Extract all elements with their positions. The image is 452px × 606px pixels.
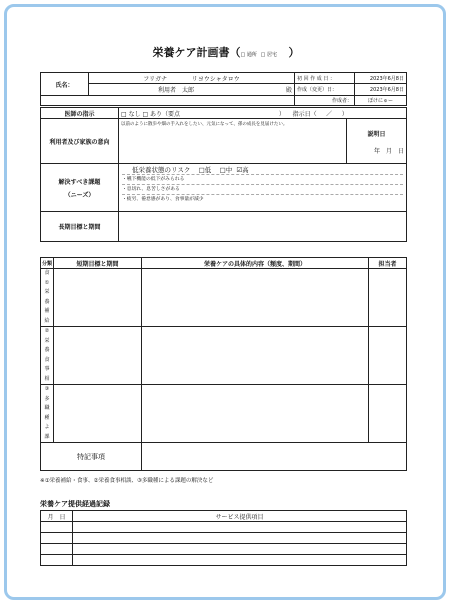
first-created-value: 2023年6月8日 [355,73,407,84]
honorific: 殿 [285,87,292,94]
changed-value: 2023年6月8日 [355,84,407,96]
group-3-char: 種 [44,414,50,421]
doctor-date-label: 指示日（ [292,110,317,118]
author-label: 作成者： [295,96,355,106]
record-service-cell[interactable] [73,522,407,533]
group-3-label [41,385,54,443]
doctor-row [119,108,407,119]
group-2-goal[interactable] [54,327,142,385]
group-3-person[interactable] [369,385,407,443]
goals-label: 長期目標と期間 [41,212,119,242]
title-text: 栄養ケア計画書 [152,46,230,59]
issue-item: ・嚥下機能の低下がみられる [122,174,403,184]
group-1-char: 食 [44,270,50,276]
col-person: 担当者 [369,258,407,269]
title-paren-close: ） [288,46,300,59]
furigana-label: フリガナ [143,75,167,83]
record-title: 栄養ケア提供経過記録 [40,500,110,508]
issues-list [122,174,403,204]
group-2-label [41,327,54,385]
record-service-cell[interactable] [73,544,407,555]
group-1-goal[interactable] [54,269,142,327]
record-date-cell[interactable] [41,544,73,555]
group-2-char: 養 [44,347,50,353]
doctor-options[interactable]: □ なし □ あり（要点 [121,110,181,118]
goals-content[interactable] [119,212,407,242]
doctor-date-close: ） [341,110,348,118]
furigana-row [89,73,295,84]
explain-cell [347,119,407,164]
doctor-paren-close: ） [278,110,285,118]
intent-label: 利用者及び家族の意向 [41,119,119,164]
record-col-service: サービス提供項目 [73,511,407,522]
group-3-char: 課 [44,433,50,440]
group-3-goal[interactable] [54,385,142,443]
group-3-char: 多 [44,395,50,402]
name-row [89,84,295,96]
group-3-char: 職 [44,405,50,411]
col-class: 分類 [41,258,54,269]
record-service-cell[interactable] [73,555,407,566]
group-3-content[interactable] [142,385,369,443]
special-content[interactable] [142,443,407,471]
record-date-cell[interactable] [41,533,73,544]
option-kyotaku[interactable]: □ 居宅 [260,52,277,58]
group-1-char: 栄 [44,289,50,295]
title-paren-open: （ [229,46,241,59]
name-label: 氏名： [41,73,89,96]
group-2-char: 相 [44,375,50,382]
name-value: 利用者 太郎 [157,87,194,94]
group-2-char: 事 [44,366,50,372]
risk-high[interactable]: ☑高 [236,166,249,174]
group-1-char: 給 [44,317,50,324]
info-table [40,72,407,106]
option-tsusho[interactable]: □ 通所 [240,52,257,58]
special-label: 特記事項 [41,443,142,471]
issue-item: ・疲労、倦怠感があり、食事量が減少 [122,194,403,204]
issues-content [119,164,407,212]
col-short-goal: 短期目標と期間 [54,258,142,269]
record-col-date: 月 日 [41,511,73,522]
needs-table [40,107,407,242]
group-2-char: 栄 [44,337,50,344]
doctor-date-slash: ／ [326,110,333,118]
group-2-char: 食 [44,356,50,363]
group-3-char: よ [44,424,50,430]
group-2-person[interactable] [369,327,407,385]
record-table [40,510,407,566]
group-1-char: ① [44,279,50,286]
issues-label-line2: （ニーズ） [64,191,95,199]
issue-item: ・息切れ、息苦しさがある [122,184,403,194]
furigana-value: リヨウシャタロウ [191,75,240,83]
risk-row [132,165,403,174]
group-2-content[interactable] [142,327,369,385]
first-created-label: 初 回 作 成 日 ： [295,73,355,84]
explain-date: 年 月 日 [374,148,405,155]
group-1-char: 補 [44,308,50,314]
plan-table [40,257,407,471]
group-1-char: 養 [44,298,50,305]
intent-text: 以前のように散歩や畑の手入れをしたい、元気になって、孫の成長を見届けたい。 [119,119,347,164]
changed-label: 作成（変更）日： [295,84,355,96]
record-service-cell[interactable] [73,533,407,544]
footnote: ※①栄養補給・食事、②栄養食事相談、③多職種による課題の解決など [40,478,214,484]
col-content: 栄養ケアの具体的内容（頻度、期間） [142,258,369,269]
risk-label: 低栄養状態のリスク [132,166,191,174]
group-1-label [41,269,54,327]
group-1-person[interactable] [369,269,407,327]
issues-label-line1: 解決すべき課題 [58,178,101,186]
risk-low[interactable]: □低 [198,166,212,174]
doctor-label: 医師の指示 [41,108,119,119]
record-date-cell[interactable] [41,522,73,533]
author-value: ぽけにゅー [355,96,407,106]
explain-label: 説明日 [367,131,386,138]
record-date-cell[interactable] [41,555,73,566]
issues-label [41,164,119,212]
risk-mid[interactable]: □中 [219,166,233,174]
group-3-char: ③ [44,386,50,392]
group-1-content[interactable] [142,269,369,327]
document-title [0,44,452,60]
group-2-char: ② [44,328,50,334]
